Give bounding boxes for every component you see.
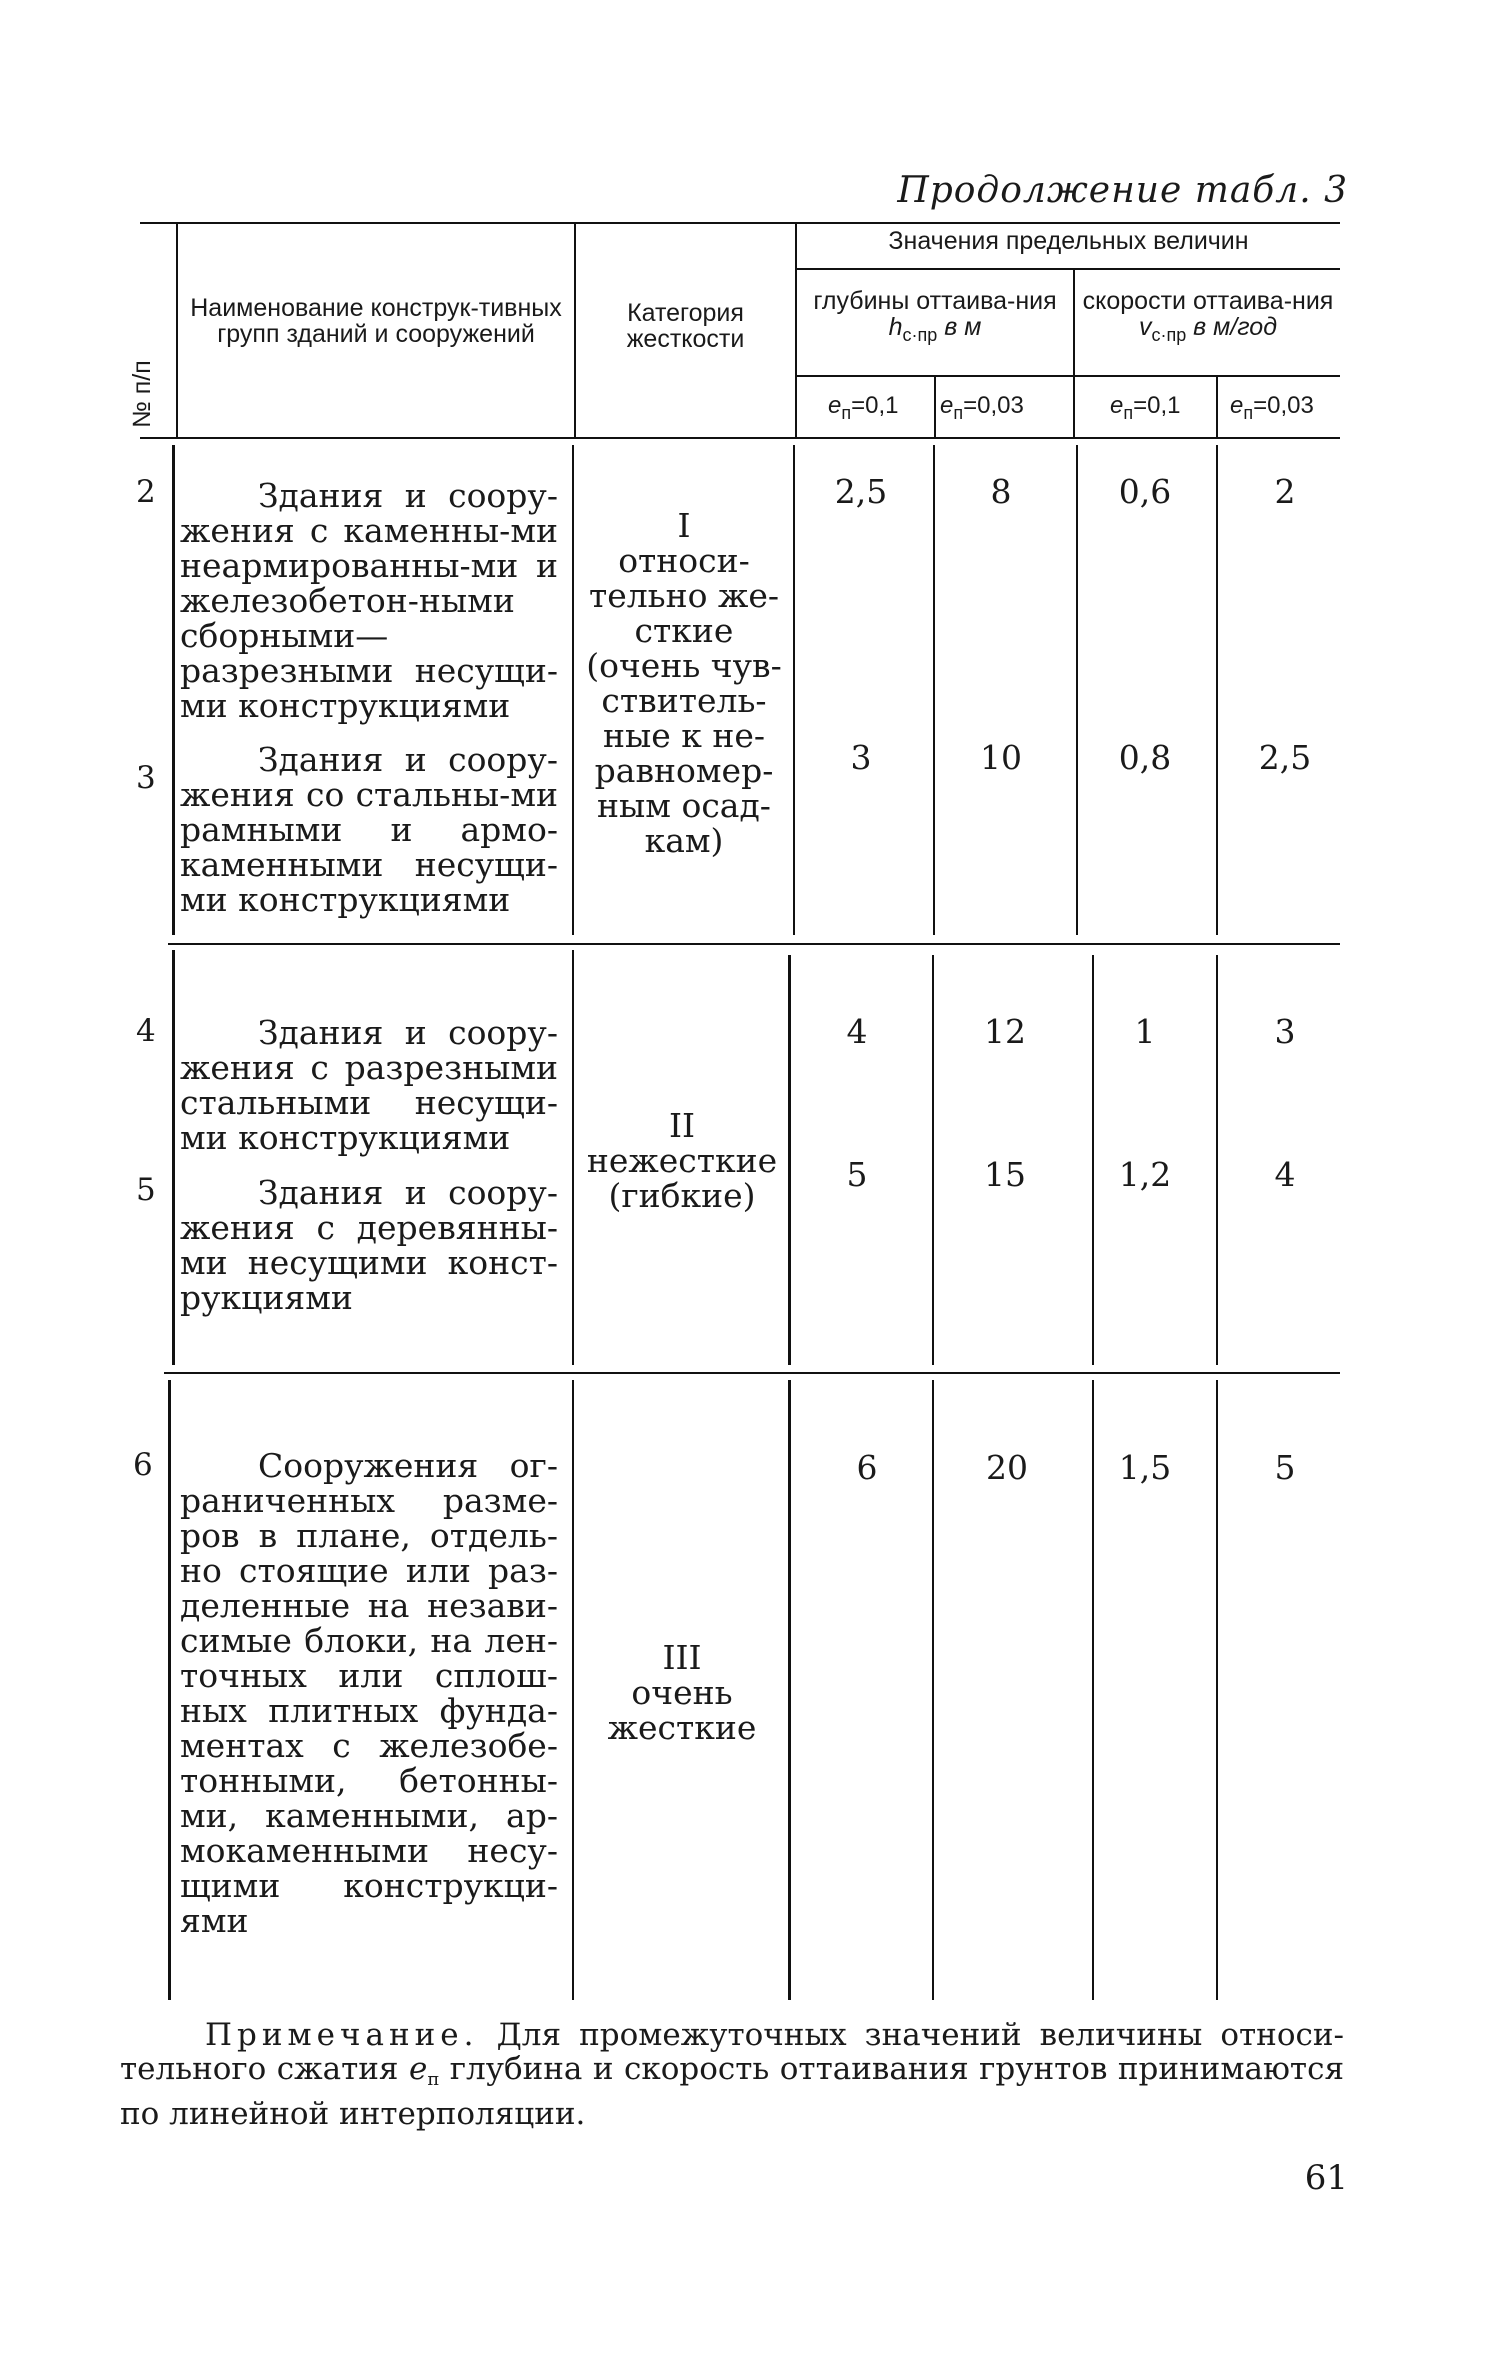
value-cell: 6 (856, 1448, 878, 1487)
e-header-rule (795, 375, 1340, 377)
body-divider-1-g2 (172, 950, 175, 1365)
body-divider-2-g3 (572, 1380, 574, 2000)
group-rule-2 (164, 1372, 1340, 1374)
row-number: 3 (136, 760, 156, 796)
value-cell: 15 (984, 1155, 1026, 1194)
page-number: 61 (1304, 2158, 1348, 2198)
row-name: Здания и соору-жения с разрезными стальными несущи-ми конструкциями (180, 1013, 558, 1157)
value-cell: 20 (986, 1448, 1028, 1487)
header-speed-unit: в м/год (1193, 313, 1278, 341)
body-divider-4-g3 (932, 1380, 934, 2000)
limits-header-rule (795, 268, 1340, 270)
category-cell: II нежесткие (гибкие) (586, 1106, 778, 1215)
row-name: Здания и соору-жения с деревянны-ми несущими конст-рукциями (180, 1173, 558, 1317)
note-label: Примечание. (205, 2017, 479, 2053)
header-category: Категория жесткости (626, 299, 745, 353)
value-cell: 5 (846, 1155, 868, 1194)
value-cell: 8 (990, 472, 1012, 511)
header-depth-label: глубины оттаива-ния (813, 287, 1057, 315)
value-cell: 3 (1274, 1012, 1296, 1051)
body-divider-1-g3 (168, 1380, 171, 2000)
header-divider-1 (176, 222, 178, 437)
body-divider-6-g3 (1216, 1380, 1218, 2000)
header-divider-6 (1216, 375, 1218, 437)
table-caption: Продолжение табл. 3 (897, 170, 1348, 211)
note-symbol-sub: п (427, 2069, 440, 2090)
header-e3: $e_п=0,1$ (1110, 392, 1181, 423)
header-divider-4 (1073, 268, 1075, 437)
row-number: 6 (133, 1447, 153, 1483)
value-cell: 3 (850, 738, 872, 777)
table-top-rule (140, 222, 1340, 224)
header-depth-sub: с·пр (902, 325, 938, 345)
row-name: Здания и соору-жения со стальны-ми рамными и армо-каменными несущи-ми конструкциями (180, 740, 558, 919)
body-divider-4-g2 (932, 955, 934, 1365)
header-speed-sub: с·пр (1151, 325, 1187, 345)
header-divider-5 (934, 375, 936, 437)
header-speed-symbol: v (1138, 313, 1152, 341)
note-text-after: глубина и скорость оттаивания грунтов принимаются по линейной интерполяции. (120, 2051, 1345, 2132)
value-cell: 5 (1274, 1448, 1296, 1487)
value-cell: 0,8 (1118, 738, 1172, 777)
row-name: Сооружения ог-раниченных разме-ров в плане, отдель-но стоящие или раз-деленные на незави-симые блоки, на лен-точных или сплош-ных плитных фунда-ментах с железобе-тонными, бетонны-ми, каменными, ар-мокаменными несу-щими конструкци-ями (180, 1446, 558, 1940)
value-cell: 1 (1134, 1012, 1156, 1051)
table-note (120, 2018, 1344, 2131)
value-cell: 2,5 (834, 472, 888, 511)
row-name: Здания и соору-жения с каменны-ми неармированны-ми и железобетон-ными сборными—разрезными несущи-ми конструкциями (180, 476, 558, 725)
value-cell: 0,6 (1118, 472, 1172, 511)
body-divider-5-g3 (1092, 1380, 1094, 2000)
body-divider-6-g1 (1216, 445, 1218, 935)
value-cell: 4 (1274, 1155, 1296, 1194)
group-rule-1 (168, 943, 1340, 945)
header-depth (800, 288, 1070, 348)
body-divider-2-g2 (572, 950, 574, 1365)
header-divider-3 (795, 222, 797, 437)
body-divider-4-g1 (933, 445, 935, 935)
header-depth-unit: в м (944, 313, 982, 341)
row-number: 5 (136, 1172, 156, 1208)
value-cell: 2 (1274, 472, 1296, 511)
body-divider-1-g1 (172, 445, 175, 935)
value-cell: 10 (980, 738, 1022, 777)
header-divider-2 (574, 222, 576, 437)
header-bottom-rule (140, 437, 1340, 439)
header-e4: $e_п=0,03$ (1230, 392, 1314, 423)
value-cell: 1,5 (1118, 1448, 1172, 1487)
note-symbol: e (408, 2051, 428, 2087)
category-cell: III очень жесткие (607, 1638, 757, 1747)
value-cell: 1,2 (1118, 1155, 1172, 1194)
header-depth-symbol: h (888, 313, 903, 341)
header-e1: $e_п=0,1$ (828, 392, 899, 423)
body-divider-3-g1 (793, 445, 795, 935)
header-speed (1077, 288, 1339, 348)
category-cell: I относи- тельно же- сткие (очень чув- ствитель- ные к не- равномер- ным осад- кам) (586, 506, 782, 860)
body-divider-2-g1 (572, 445, 574, 935)
value-cell: 4 (846, 1012, 868, 1051)
note-text-before: Для промежуточных значений величины относи-тельного сжатия (120, 2017, 1344, 2087)
value-cell: 2,5 (1258, 738, 1312, 777)
body-divider-5-g1 (1076, 445, 1078, 935)
value-cell: 12 (984, 1012, 1026, 1051)
header-e2: $e_п=0,03$ (940, 392, 1024, 423)
header-speed-label: скорости оттаива-ния (1082, 287, 1334, 315)
row-number: 4 (136, 1013, 156, 1049)
header-no: № п/п (128, 360, 156, 428)
body-divider-5-g2 (1092, 955, 1094, 1365)
header-name: Наименование конструк-тивных групп зданий и сооружений (190, 294, 562, 348)
header-limits: Значения предельных величин (888, 227, 1249, 255)
body-divider-6-g2 (1216, 955, 1218, 1365)
row-number: 2 (136, 474, 156, 510)
